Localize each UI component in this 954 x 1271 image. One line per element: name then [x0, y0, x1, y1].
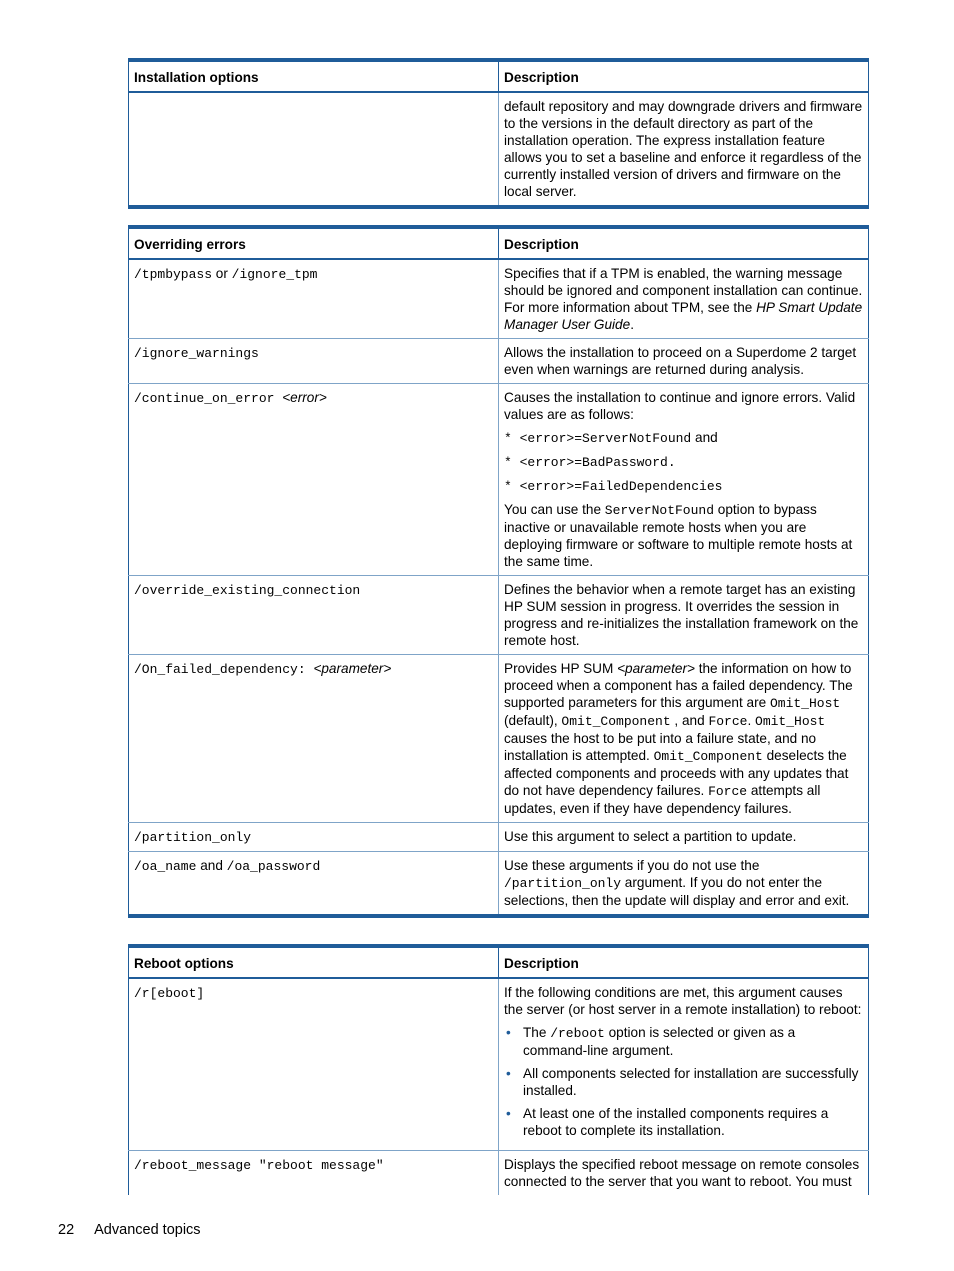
- description-text: Use this argument to select a partition to update.: [504, 829, 797, 844]
- option-cell: [129, 259, 499, 339]
- description-text: Use these arguments if you do not use the: [504, 858, 760, 873]
- option-code: /oa_password: [226, 859, 321, 874]
- option-param: <error>: [282, 390, 327, 405]
- description-text: (default),: [504, 713, 562, 728]
- description-cell: [499, 978, 869, 1151]
- description-text: attempts all updates, even if they have dependency failures.: [504, 783, 821, 816]
- option-connector: or: [212, 266, 232, 281]
- column-header: Description: [499, 946, 869, 978]
- list-item: [523, 1024, 863, 1059]
- value-code: * <error>=BadPassword.: [504, 455, 676, 470]
- value-line: [504, 453, 863, 471]
- option-code: /ignore_tpm: [231, 267, 318, 282]
- description-text: the information on how to proceed when a component has a failed dependency. The supported parameters for this argument are: [504, 661, 853, 710]
- description-cell: [499, 384, 869, 576]
- option-cell: [129, 339, 499, 384]
- option-cell: [129, 576, 499, 655]
- reboot-options-table: [128, 944, 869, 1195]
- table-row: [129, 823, 869, 852]
- option-cell: [129, 852, 499, 917]
- page-number: 22: [58, 1222, 75, 1238]
- description-text: Specifies that if a TPM is enabled, the warning message should be ignored and component installation can continue. For more information about TPM, see the: [504, 266, 863, 315]
- inline-code: Omit_Component: [653, 749, 763, 764]
- option-cell: [129, 1151, 499, 1196]
- option-cell: [129, 384, 499, 576]
- table-row: [129, 92, 869, 207]
- description-cell: [499, 852, 869, 917]
- description-text: .: [630, 317, 634, 332]
- table-header-row: [129, 946, 869, 978]
- list-item: [523, 1065, 863, 1099]
- table-header-row: [129, 227, 869, 259]
- table-row: [129, 978, 869, 1151]
- item-text: The: [523, 1025, 551, 1040]
- description-cell: [499, 1151, 869, 1196]
- description-cell: [499, 655, 869, 823]
- page-footer: [58, 1222, 201, 1238]
- description-text: Allows the installation to proceed on a Superdome 2 target even when warnings are returned during analysis.: [504, 345, 857, 377]
- value-code: * <error>=FailedDependencies: [504, 479, 723, 494]
- option-code: /partition_only: [134, 830, 252, 845]
- option-cell: [129, 978, 499, 1151]
- inline-code: Omit_Component: [561, 714, 671, 729]
- item-text: option is selected or given as a command-line argument.: [523, 1025, 796, 1058]
- inline-code: Omit_Host: [769, 696, 841, 711]
- option-code: /ignore_warnings: [134, 346, 259, 361]
- item-text: At least one of the installed components requires a reboot to complete its installation.: [523, 1106, 829, 1138]
- description-text-block: [504, 501, 863, 570]
- description-text: Displays the specified reboot message on remote consoles connected to the server that you want to reboot. You must: [504, 1157, 860, 1189]
- description-cell: [499, 339, 869, 384]
- option-code: /reboot_message "reboot message": [134, 1158, 384, 1173]
- description-text: deselects the affected components and proceeds with any updates that do not have dependency failures.: [504, 748, 849, 798]
- description-text: , and: [670, 713, 709, 728]
- column-header: Description: [499, 227, 869, 259]
- column-header: Description: [499, 60, 869, 92]
- description-text: .: [747, 713, 756, 728]
- inline-code: Force: [708, 714, 748, 729]
- description-text: If the following conditions are met, this argument causes the server (or host server in a remote installation) to reboot:: [504, 985, 862, 1017]
- option-code: /oa_name: [134, 859, 197, 874]
- conditions-list: [504, 1024, 863, 1139]
- table-row: [129, 259, 869, 339]
- value-tail: and: [691, 430, 718, 445]
- inline-code: /reboot: [550, 1026, 605, 1041]
- description-text: Provides HP SUM: [504, 661, 618, 676]
- option-code: /On_failed_dependency:: [134, 662, 314, 677]
- option-code: /override_existing_connection: [134, 583, 361, 598]
- inline-code: Force: [708, 784, 748, 799]
- inline-code: ServerNotFound: [604, 503, 714, 518]
- inline-code: /partition_only: [504, 876, 622, 891]
- table-row: [129, 655, 869, 823]
- list-item: [523, 1105, 863, 1139]
- description-text: You can use the: [504, 502, 605, 517]
- option-code: /tpmbypass: [134, 267, 213, 282]
- description-text: Defines the behavior when a remote target has an existing HP SUM session in progress. It overrides the session in progress and re-initializes the installation framework on the remote host.: [504, 582, 859, 648]
- installation-options-table: [128, 58, 869, 209]
- option-code: /r[eboot]: [134, 986, 205, 1001]
- inline-code: Omit_Host: [755, 714, 826, 729]
- table-row: [129, 576, 869, 655]
- option-code: /continue_on_error: [134, 391, 283, 406]
- column-header: Overriding errors: [129, 227, 499, 259]
- table-row: [129, 384, 869, 576]
- param-text: <parameter>: [617, 661, 695, 676]
- value-code: * <error>=ServerNotFound: [504, 431, 692, 446]
- value-line: [504, 429, 863, 447]
- description-cell: [499, 823, 869, 852]
- description-text: Causes the installation to continue and ignore errors. Valid values are as follows:: [504, 390, 856, 422]
- table-header-row: [129, 60, 869, 92]
- section-title: Advanced topics: [94, 1222, 201, 1238]
- description-cell: [499, 92, 869, 207]
- description-cell: [499, 259, 869, 339]
- option-param: <parameter>: [313, 661, 392, 676]
- description-text: default repository and may downgrade drivers and firmware to the versions in the default directory as part of the installation operation. The express installation feature allows you to set a baseline and enforce it regardless of the currently installed version of drivers and firmware on the local server.: [504, 99, 863, 199]
- table-row: [129, 1151, 869, 1196]
- table-row: [129, 852, 869, 917]
- value-line: [504, 477, 863, 495]
- overriding-errors-table: [128, 225, 869, 918]
- option-connector: and: [196, 858, 227, 873]
- guide-title: HP Smart Update Manager User Guide: [504, 300, 863, 332]
- column-header: Installation options: [129, 60, 499, 92]
- option-cell: [129, 92, 499, 207]
- column-header: Reboot options: [129, 946, 499, 978]
- description-text: causes the host to be put into a failure state, and no installation is attempted.: [504, 731, 817, 763]
- option-cell: [129, 655, 499, 823]
- description-text: option to bypass inactive or unavailable remote hosts when you are deploying firmware or software to multiple remote hosts at the same time.: [504, 502, 853, 569]
- option-cell: [129, 823, 499, 852]
- description-cell: [499, 576, 869, 655]
- table-row: [129, 339, 869, 384]
- description-text: argument. If you do not enter the selections, then the update will display and error and exit.: [504, 875, 850, 908]
- item-text: All components selected for installation are successfully installed.: [523, 1066, 859, 1098]
